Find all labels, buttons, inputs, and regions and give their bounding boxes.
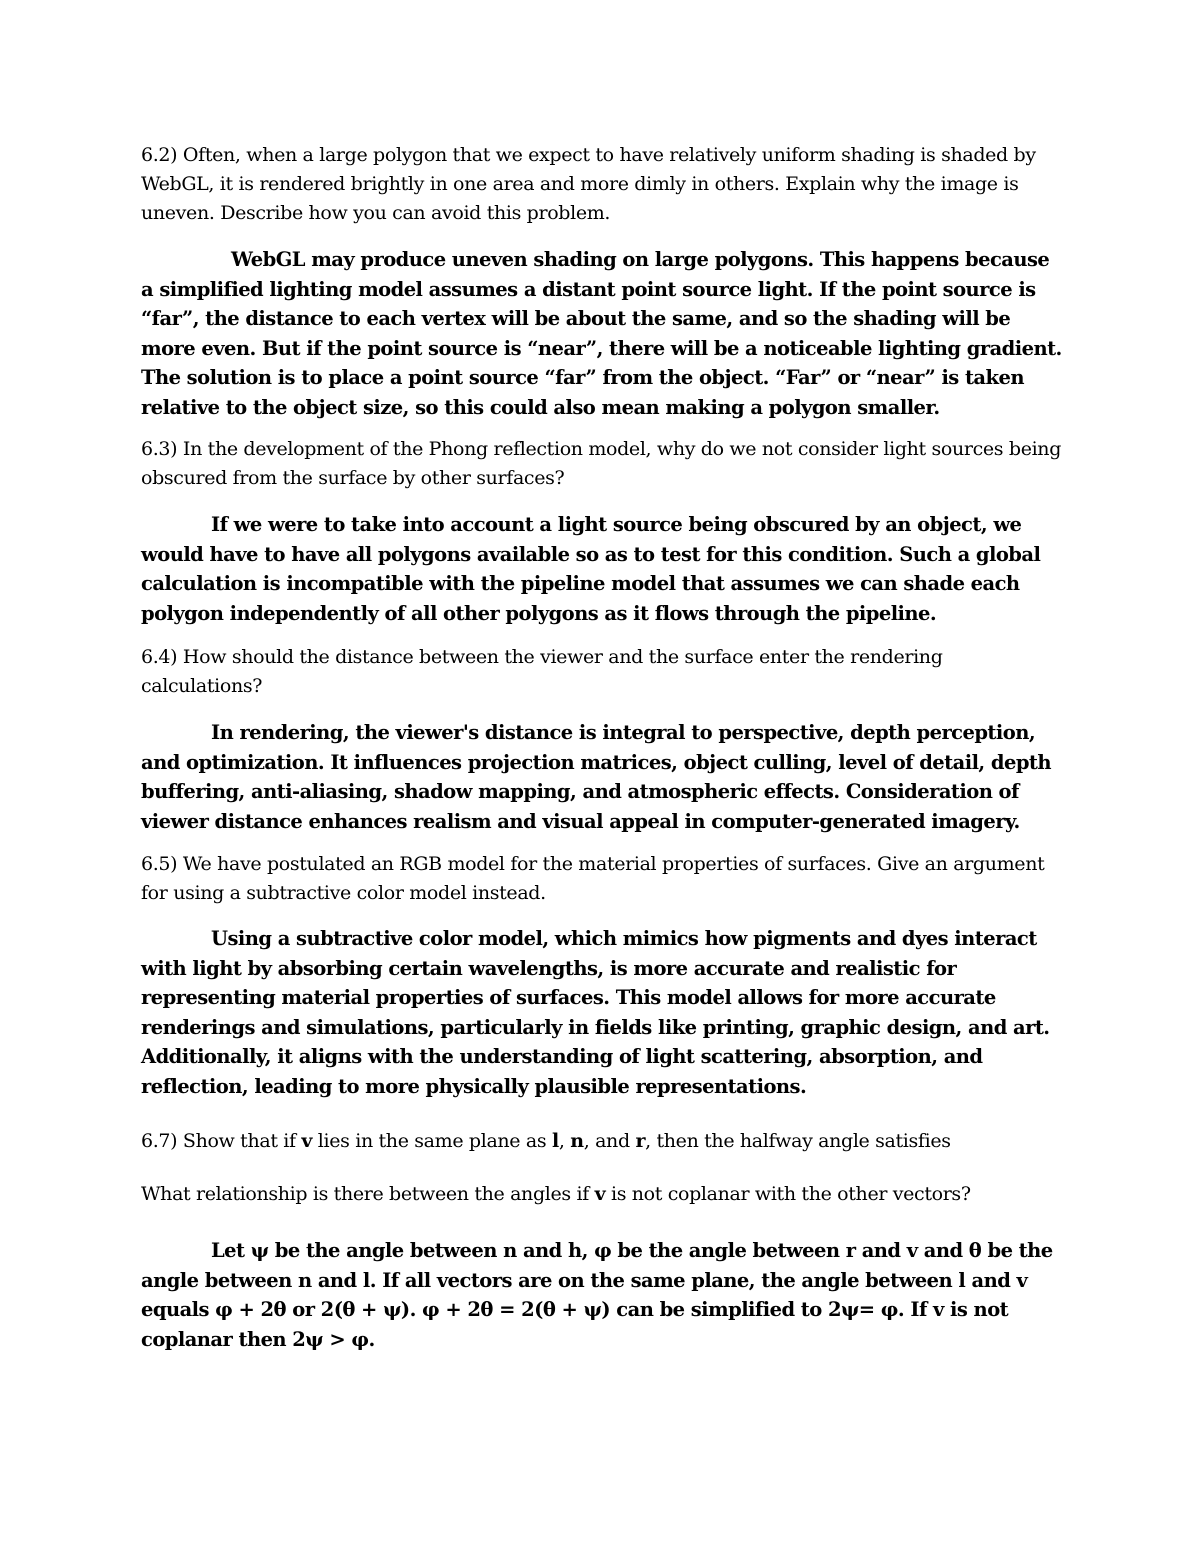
- question-text: ) We have postulated an RGB model for the material properties of surfaces. Give an argument for using a subtractive color model instead.: [141, 853, 1045, 904]
- vector-n: n: [570, 1130, 584, 1152]
- question-text: What relationship is there between the angles if: [141, 1183, 595, 1205]
- question-text: 6.7) Show that if: [141, 1130, 302, 1152]
- question-number: 6.2: [141, 144, 171, 166]
- vector-l: l: [551, 1130, 559, 1152]
- question-text: , then the halfway angle satisfies: [645, 1130, 951, 1152]
- question-number: 6.4: [141, 646, 171, 668]
- answer-6-2: WebGL may produce uneven shading on large polygons. This happens because a simplified lighting model assumes a distant point source light. If the point source is “far”, the distance to each vertex will be about the same, and so the shading will be more even. But if the point source is “near”, there will be a noticeable lighting gradient. The solution is to place a point source “far” from the object. “Far” or “near” is taken relative to the object size, so this could also mean making a polygon smaller.: [141, 248, 1062, 419]
- answer-6-7: Let ψ be the angle between n and h, φ be the angle between r and v and θ be the angle between n and l. If all vectors are on the same plane, the angle between l and v equals φ + 2θ or 2(θ + ψ). φ + 2θ = 2(θ + ψ) can be simplified to 2ψ= φ. If v is not coplanar then 2ψ > φ.: [141, 1239, 1053, 1351]
- question-text: ) Often, when a large polygon that we expect to have relatively uniform shading is shaded by WebGL, it is rendered brightly in one area and more dimly in others. Explain why the image is uneven. Describe how you can avoid this problem.: [141, 144, 1036, 224]
- vector-v: v: [594, 1183, 606, 1205]
- question-text: , and: [583, 1130, 636, 1152]
- question-text: is not coplanar with the other vectors?: [605, 1183, 971, 1205]
- question-text: ) In the development of the Phong reflection model, why do we not consider light sources being obscured from the surface by other surfaces?: [141, 438, 1062, 489]
- question-text: lies in the same plane as: [312, 1130, 552, 1152]
- question-number: 6.5: [141, 853, 171, 875]
- question-6-7: [141, 1127, 1066, 1156]
- question-number: 6.3: [141, 438, 171, 460]
- question-6-7-part-2: [141, 1180, 1066, 1209]
- question-6-3: [141, 435, 1066, 493]
- answer-6-3: If we were to take into account a light source being obscured by an object, we would have to have all polygons available so as to test for this condition. Such a global calculation is incompatible with the pipeline model that assumes we can shade each polygon independently of all other polygons as it flows through the pipeline.: [141, 513, 1041, 625]
- answer-6-5: Using a subtractive color model, which mimics how pigments and dyes interact with light by absorbing certain wavelengths, is more accurate and realistic for representing material properties of surfaces. This model allows for more accurate renderings and simulations, particularly in fields like printing, graphic design, and art. Additionally, it aligns with the understanding of light scattering, absorption, and reflection, leading to more physically plausible representations.: [141, 927, 1050, 1098]
- vector-r: r: [635, 1130, 646, 1152]
- answer-6-4: In rendering, the viewer's distance is integral to perspective, depth perception, and optimization. It influences projection matrices, object culling, level of detail, depth buffering, anti-aliasing, shadow mapping, and atmospheric effects. Consideration of viewer distance enhances realism and visual appeal in computer-generated imagery.: [141, 721, 1052, 833]
- question-text: ,: [558, 1130, 571, 1152]
- question-6-4: [141, 643, 1066, 701]
- question-text: ) How should the distance between the viewer and the surface enter the rendering calculations?: [141, 646, 943, 697]
- question-6-2: [141, 141, 1066, 228]
- vector-v: v: [301, 1130, 313, 1152]
- question-6-5: [141, 850, 1066, 908]
